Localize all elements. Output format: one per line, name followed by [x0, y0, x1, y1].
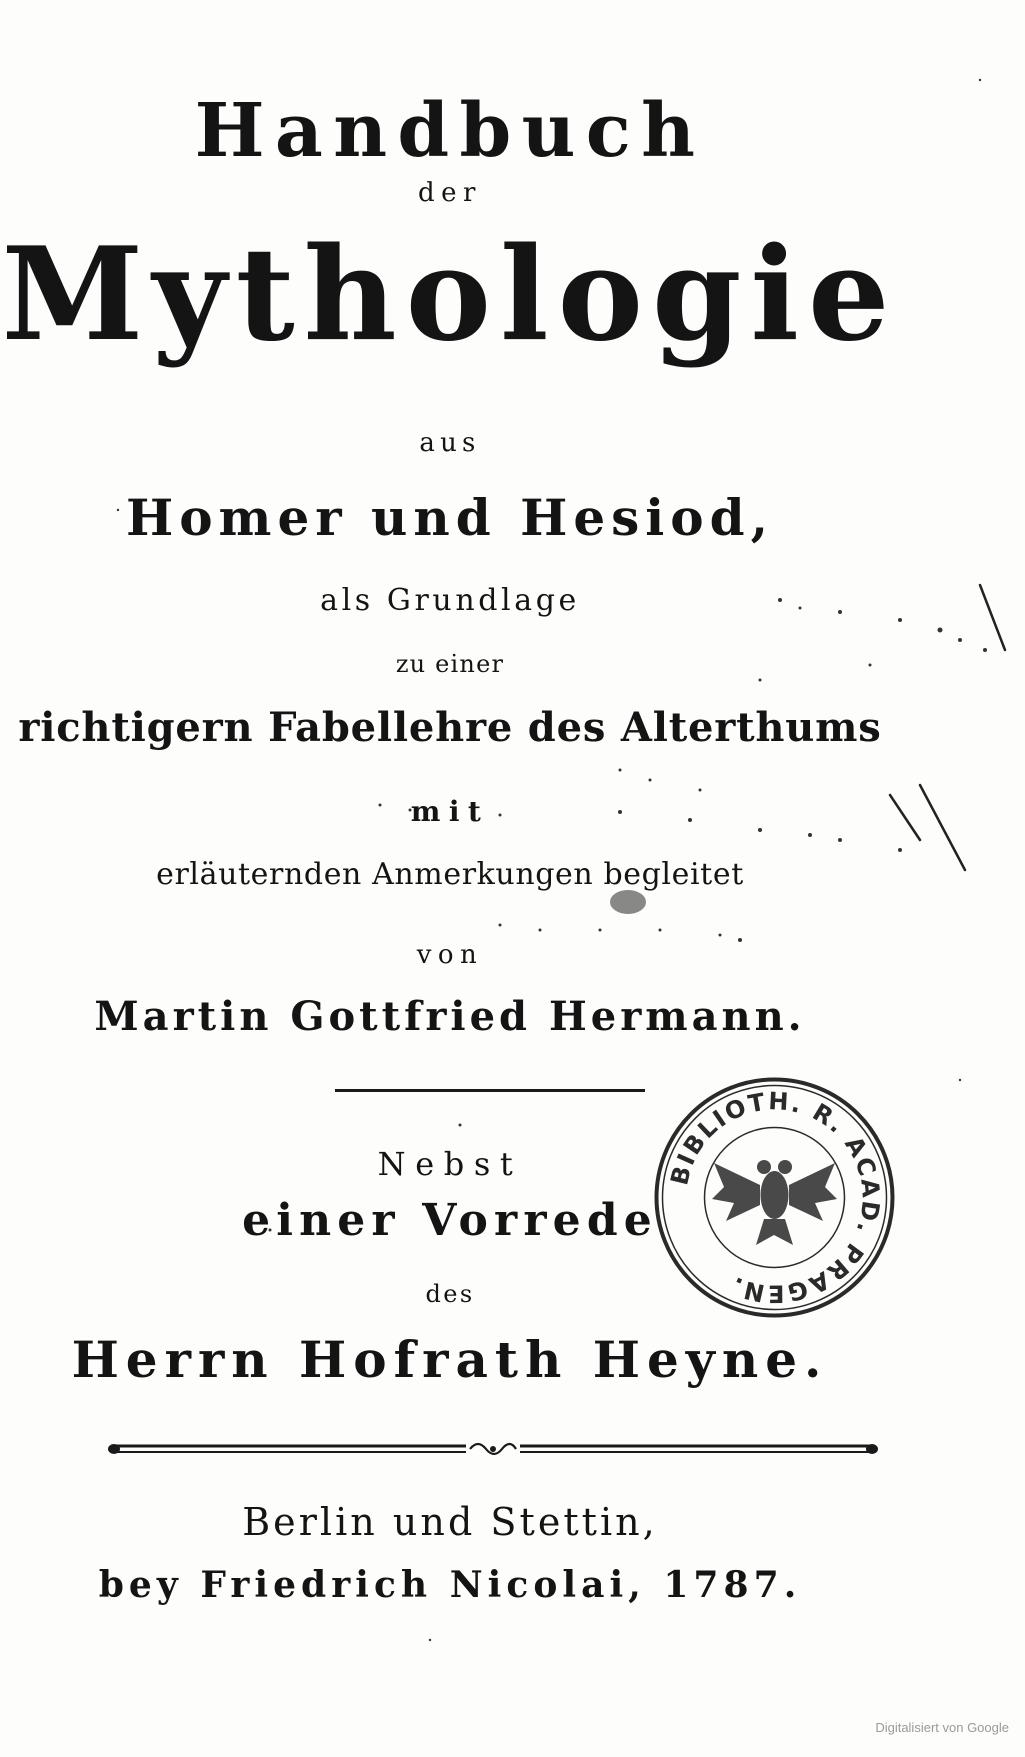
title-line-als: als Grundlage [320, 583, 580, 618]
imprint-publisher: bey Friedrich Nicolai, 1787. [98, 1564, 802, 1606]
title-line-vorrede: einer Vorrede [242, 1195, 658, 1246]
title-line-zu-einer: zu einer [395, 650, 505, 678]
preface-author: Herrn Hofrath Heyne. [71, 1330, 829, 1389]
svg-text:BIBLIOTH. R. ACAD. PRAGEN.: BIBLIOTH. R. ACAD. PRAGEN. [665, 1087, 885, 1308]
title-line-des: des [425, 1280, 475, 1308]
title-line-nebst: Nebst [377, 1145, 523, 1183]
title-line-fabellehre: richtigern Fabellehre des Alterthums [18, 704, 882, 751]
title-line-von: von [416, 940, 484, 970]
title-line-anmerkungen: erläuternden Anmerkungen begleitet [156, 857, 744, 892]
digitization-watermark: Digitalisiert von Google [875, 1720, 1009, 1735]
title-line-mit: mit [410, 795, 490, 828]
title-divider-rule [335, 1089, 645, 1092]
library-stamp [652, 1075, 897, 1320]
title-line-der: der [418, 178, 482, 208]
author-name: Martin Gottfried Hermann. [94, 993, 806, 1040]
title-line-homer: Homer und Hesiod, [125, 488, 775, 547]
title-line-handbuch: Handbuch [194, 88, 706, 174]
title-line-aus: aus [419, 428, 481, 458]
title-line-mythologie: Mythologie [1, 220, 899, 370]
imprint-place: Berlin und Stettin, [242, 1500, 658, 1544]
ornamental-rule [108, 1434, 878, 1464]
